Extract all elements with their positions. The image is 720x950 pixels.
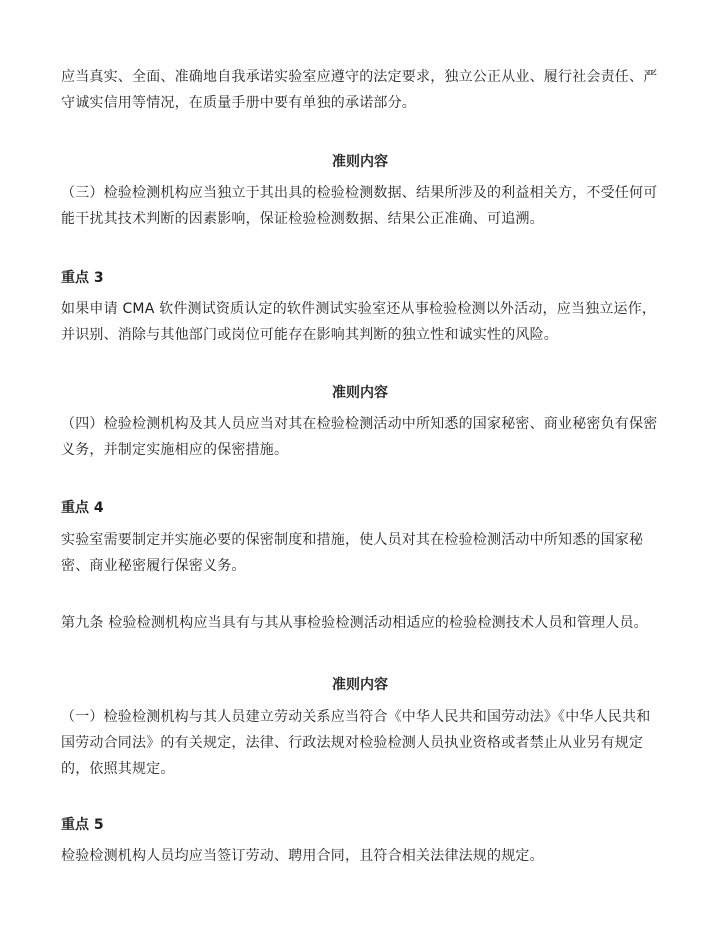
section-heading-criteria: 准则内容	[332, 677, 388, 693]
paragraph-key-point-4: 实验室需要制定并实施必要的保密制度和措施，使人员对其在检验检测活动中所知悉的国家秘密、商业秘密履行保密义务。	[61, 532, 644, 574]
paragraph-criteria-3: （三）检验检测机构应当独立于其出具的检验检测数据、结果所涉及的利益相关方，不受任何可能干扰其技术判断的因素影响，保证检验检测数据、结果公正准确、可追溯。	[61, 185, 658, 227]
section-heading-criteria: 准则内容	[332, 154, 388, 170]
paragraph-key-point-3: 如果申请 CMA 软件测试资质认定的软件测试实验室还从事检验检测以外活动，应当独立运作，并识别、消除与其他部门或岗位可能存在影响其判断的独立性和诚实性的风险。	[61, 301, 657, 343]
key-point-heading-3: 重点 3	[61, 270, 104, 286]
paragraph-article-9: 第九条 检验检测机构应当具有与其从事检验检测活动相适应的检验检测技术人员和管理人员。	[61, 615, 648, 631]
paragraph-key-point-5: 检验检测机构人员均应当签订劳动、聘用合同，且符合相关法律法规的规定。	[61, 848, 544, 864]
paragraph-commitment: 应当真实、全面、准确地自我承诺实验室应遵守的法定要求，独立公正从业、履行社会责任、严守诚实信用等情况，在质量手册中要有单独的承诺部分。	[61, 69, 658, 111]
section-heading-criteria: 准则内容	[332, 385, 388, 401]
paragraph-criteria-labor: （一）检验检测机构与其人员建立劳动关系应当符合《中华人民共和国劳动法》《中华人民共和国劳动合同法》的有关规定，法律、行政法规对检验检测人员执业资格或者禁止从业另有规定的，依照其规定。	[61, 709, 651, 777]
paragraph-criteria-4: （四）检验检测机构及其人员应当对其在检验检测活动中所知悉的国家秘密、商业秘密负有保密义务，并制定实施相应的保密措施。	[61, 416, 658, 458]
key-point-heading-5: 重点 5	[61, 817, 104, 833]
key-point-heading-4: 重点 4	[61, 500, 104, 516]
